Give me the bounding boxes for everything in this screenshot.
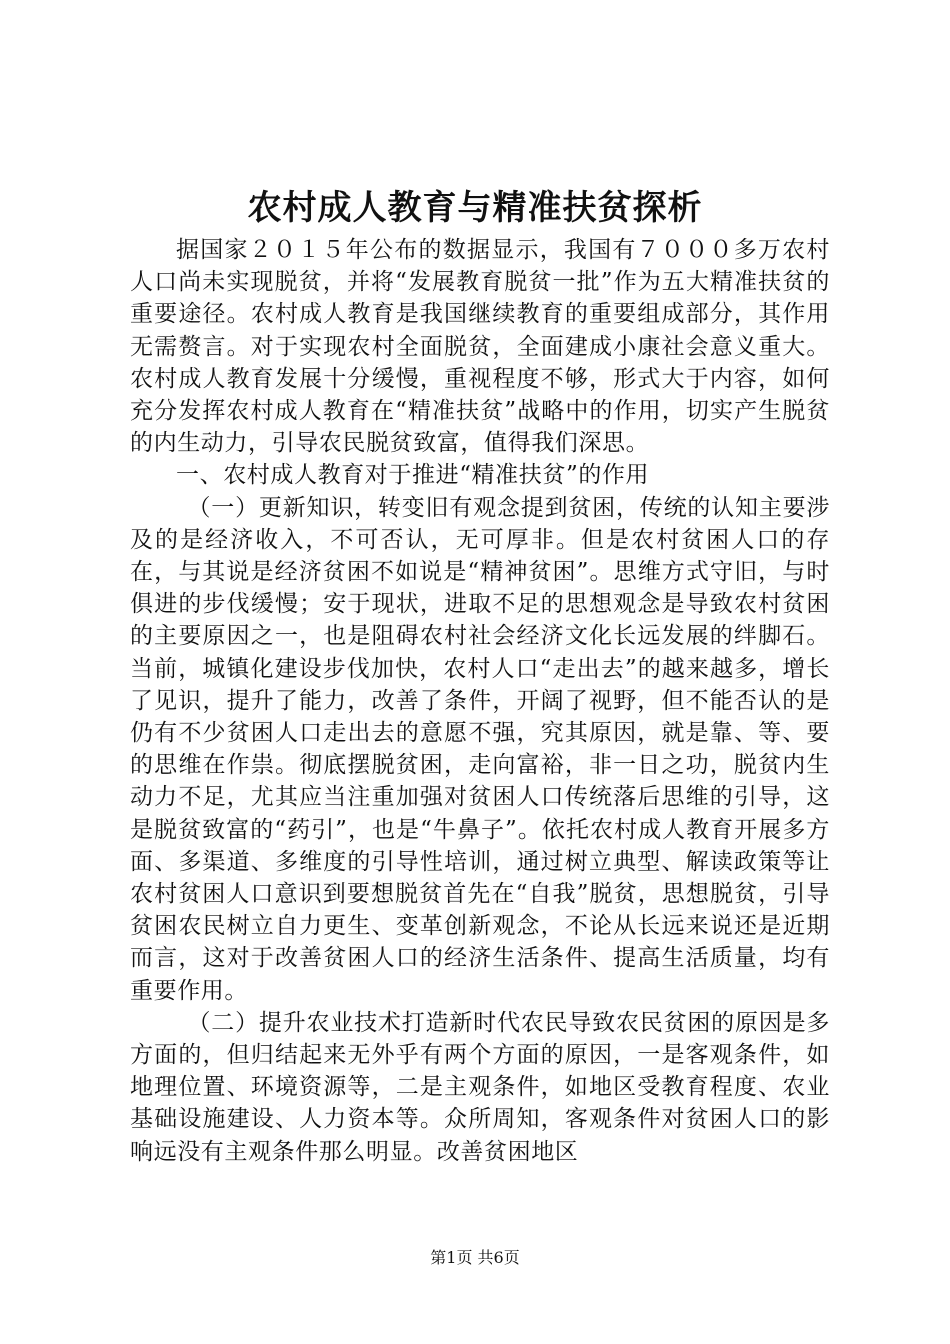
paragraph-subsection-2: （二）提升农业技术打造新时代农民导致农民贫困的原因是多方面的，但归结起来无外乎有两个方面的原因，一是客观条件，如地理位置、环境资源等，二是主观条件，如地区受教育程度、农业基础设施建设、人力资本等。众所周知，客观条件对贫困人口的影响远没有主观条件那么明显。改善贫困地区 [130, 1009, 830, 1165]
document-title: 农村成人教育与精准扶贫探析 [247, 188, 703, 228]
paragraph-intro: 据国家２０１５年公布的数据显示，我国有７０００多万农村人口尚未实现脱贫，并将“发展教育脱贫一批”作为五大精准扶贫的重要途径。农村成人教育是我国继续教育的重要组成部分，其作用无需赘言。对于实现农村全面脱贫，全面建成小康社会意义重大。农村成人教育发展十分缓慢，重视程度不够，形式大于内容，如何充分发挥农村成人教育在“精准扶贫”战略中的作用，切实产生脱贫的内生动力，引导农民脱贫致富，值得我们深思。 [130, 237, 830, 457]
document-body [130, 234, 830, 1168]
page-footer: 第1页 共6页 [430, 1248, 520, 1267]
paragraph-subsection-1: （一）更新知识，转变旧有观念提到贫困，传统的认知主要涉及的是经济收入，不可否认，无可厚非。但是农村贫困人口的存在，与其说是经济贫困不如说是“精神贫困”。思维方式守旧，与时俱进的步伐缓慢；安于现状，进取不足的思想观念是导致农村贫困的主要原因之一，也是阻碍农村社会经济文化长远发展的绊脚石。当前，城镇化建设步伐加快，农村人口“走出去”的越来越多，增长了见识，提升了能力，改善了条件，开阔了视野，但不能否认的是仍有不少贫困人口走出去的意愿不强，究其原因，就是靠、等、要的思维在作祟。彻底摆脱贫困，走向富裕，非一日之功，脱贫内生动力不足，尤其应当注重加强对贫困人口传统落后思维的引导，这是脱贫致富的“药引”，也是“牛鼻子”。依托农村成人教育开展多方面、多渠道、多维度的引导性培训，通过树立典型、解读政策等让农村贫困人口意识到要想脱贫首先在“自我”脱贫，思想脱贫，引导贫困农民树立自力更生、变革创新观念，不论从长远来说还是近期而言，这对于改善贫困人口的经济生活条件、提高生活质量，均有重要作用。 [130, 494, 830, 1004]
section-heading: 一、农村成人教育对于推进“精准扶贫”的作用 [176, 462, 650, 489]
